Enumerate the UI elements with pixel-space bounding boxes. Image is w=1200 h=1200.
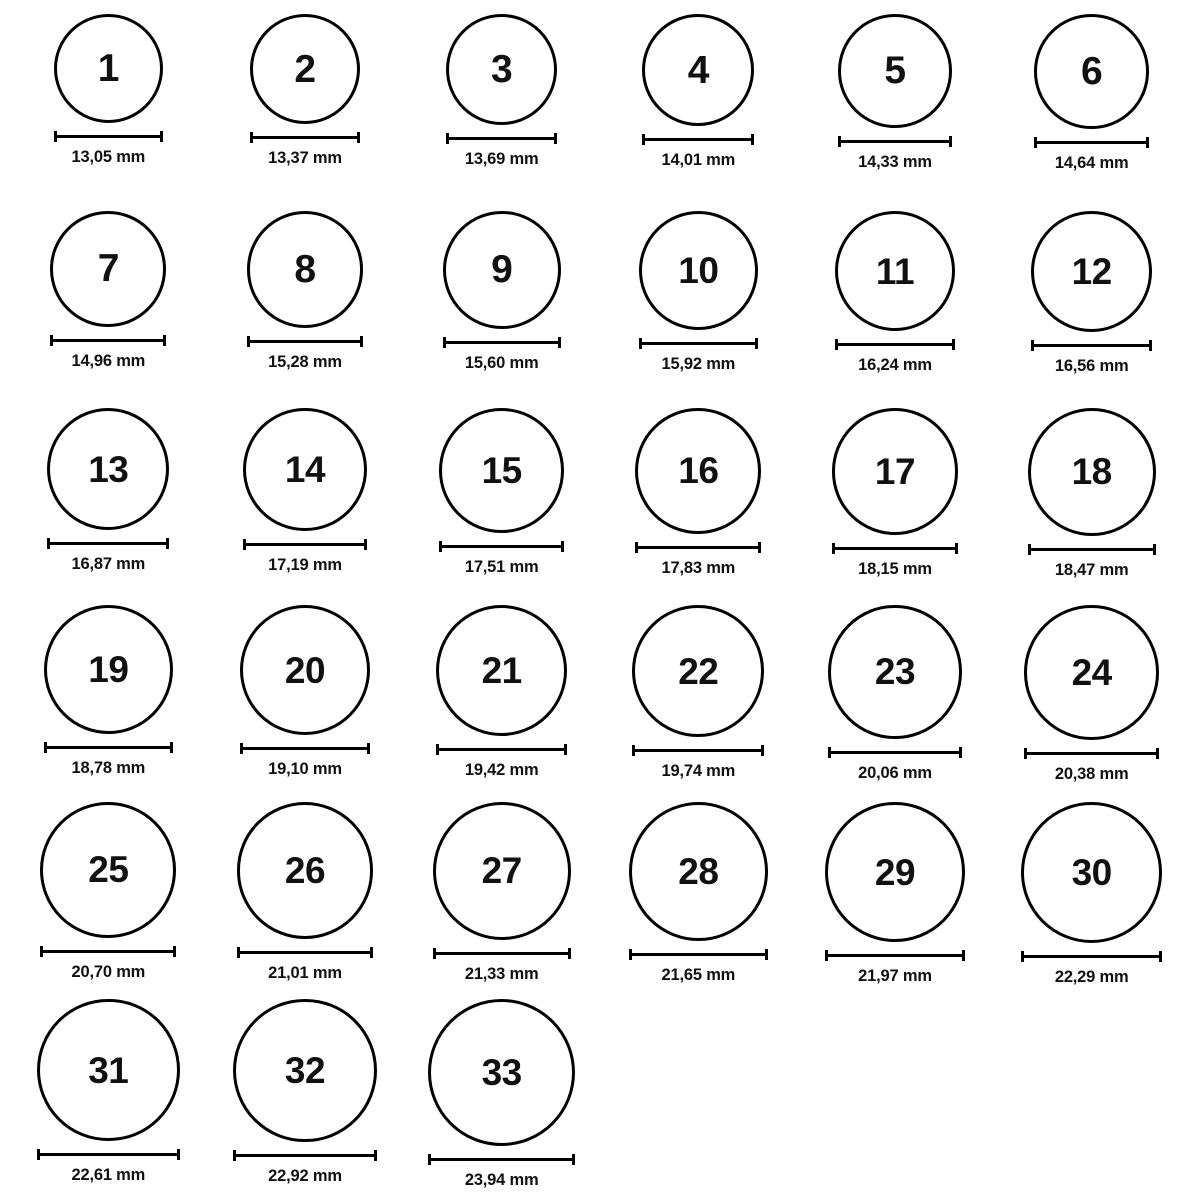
ring-size-label: 25 [88,849,129,891]
diameter-value: 18,15 mm [858,559,932,578]
dimension-line [1031,340,1152,351]
dimension-bar [825,954,965,957]
dimension-cap-right [952,339,955,350]
dimension-cap-right [758,542,761,553]
dimension-cap-right [761,745,764,756]
ring-measurement [1034,137,1149,173]
ring-size-label: 19 [88,649,129,690]
ring-measurement [44,742,173,778]
ring-size-label: 33 [481,1052,522,1093]
ring-size-cell [207,408,404,605]
dimension-line [247,336,364,347]
ring-measurement [1028,544,1156,580]
dimension-cap-right [955,543,958,554]
dimension-cap-left [828,747,831,758]
ring-size-label: 30 [1071,852,1112,894]
dimension-cap-left [832,543,835,554]
dimension-cap-left [37,1149,40,1160]
ring-circle [250,14,360,124]
dimension-bar [233,1154,376,1157]
ring-size-cell [600,605,797,802]
ring-measurement [237,947,374,983]
ring-measurement [50,335,166,371]
dimension-bar [433,952,571,955]
ring-circle [233,999,376,1142]
dimension-bar [436,748,567,751]
ring-size-cell [403,605,600,802]
dimension-cap-left [436,744,439,755]
dimension-cap-right [765,949,768,960]
dimension-line [629,949,768,960]
dimension-bar [838,140,952,143]
diameter-value: 22,29 mm [1054,968,1129,987]
ring-circle [635,408,761,534]
dimension-cap-left [428,1154,431,1165]
dimension-bar [439,545,564,548]
dimension-cap-right [558,337,561,348]
ring-size-label: 3 [491,48,513,92]
diameter-value: 22,92 mm [268,1167,342,1186]
ring-size-label: 13 [88,448,129,490]
dimension-bar [835,343,955,346]
ring-size-label: 28 [678,851,719,892]
ring-size-label: 20 [284,649,326,691]
dimension-bar [250,136,360,139]
ring-size-cell [403,408,600,605]
ring-circle [835,211,955,331]
dimension-cap-right [959,747,962,758]
ring-measurement [443,337,561,373]
ring-circle [428,999,575,1146]
dimension-line [428,1154,575,1165]
dimension-line [642,134,754,145]
diameter-value: 16,24 mm [858,356,932,375]
ring-measurement [243,539,366,575]
ring-size-cell [993,408,1190,605]
ring-size-label: 16 [678,450,719,492]
dimension-line [1028,544,1156,555]
dimension-line [233,1150,376,1161]
ring-size-label: 4 [687,48,709,92]
dimension-cap-right [166,538,169,549]
dimension-cap-right [564,744,567,755]
ring-size-cell [600,802,797,999]
dimension-line [639,338,758,349]
dimension-line [439,541,564,552]
diameter-value: 18,47 mm [1054,560,1129,579]
dimension-cap-left [250,132,253,143]
ring-measurement [838,136,952,172]
dimension-cap-right [962,950,965,961]
ring-size-label: 26 [284,849,326,891]
ring-measurement [828,747,962,783]
dimension-line [632,745,764,756]
ring-measurement [47,538,169,574]
diameter-value: 16,56 mm [1054,357,1129,376]
ring-circle [50,211,166,327]
ring-circle [40,802,176,938]
dimension-cap-right [1146,137,1149,148]
dimension-cap-left [439,541,442,552]
ring-size-cell [10,14,207,211]
dimension-cap-left [1024,748,1027,759]
diameter-value: 17,19 mm [268,556,342,575]
ring-measurement [639,338,758,374]
ring-size-cell [600,211,797,408]
dimension-cap-left [247,336,250,347]
ring-size-cell [403,211,600,408]
ring-measurement [832,543,959,579]
dimension-bar [635,546,761,549]
diameter-value: 19,42 mm [464,761,539,780]
dimension-line [832,543,959,554]
ring-measurement [642,134,754,170]
diameter-value: 14,01 mm [661,151,736,170]
dimension-cap-right [568,948,571,959]
dimension-bar [54,135,163,138]
dimension-line [635,542,761,553]
dimension-cap-right [374,1150,377,1161]
ring-circle [639,211,758,330]
dimension-line [44,742,173,753]
dimension-bar [37,1153,179,1156]
dimension-line [835,339,955,350]
ring-size-label: 32 [284,1050,326,1092]
ring-size-cell [10,802,207,999]
diameter-value: 20,70 mm [71,962,146,981]
dimension-line [40,946,176,957]
dimension-cap-right [370,947,373,958]
ring-circle [247,211,364,328]
dimension-bar [443,341,561,344]
dimension-bar [40,950,176,953]
dimension-cap-left [446,133,449,144]
ring-size-label: 8 [294,247,316,291]
ring-measurement [428,1154,575,1190]
ring-circle [642,14,754,126]
ring-size-label: 5 [884,49,906,93]
dimension-cap-right [1153,544,1156,555]
ring-size-label: 22 [678,650,719,692]
diameter-value: 21,33 mm [464,964,539,983]
ring-circle [629,802,768,941]
ring-size-cell [993,211,1190,408]
ring-measurement [40,946,176,982]
dimension-cap-left [825,950,828,961]
ring-measurement [433,948,571,984]
dimension-bar [243,543,366,546]
ring-circle [832,408,959,535]
dimension-bar [1031,344,1152,347]
ring-measurement [825,950,965,986]
dimension-line [243,539,366,550]
ring-circle [433,802,571,940]
dimension-cap-left [835,339,838,350]
ring-measurement [240,743,370,779]
diameter-value: 13,37 mm [268,149,342,168]
ring-size-cell [797,14,994,211]
dimension-cap-right [751,134,754,145]
ring-measurement [37,1149,179,1185]
ring-size-cell [207,999,404,1196]
ring-size-label: 1 [97,47,119,90]
dimension-cap-left [47,538,50,549]
diameter-value: 14,33 mm [858,152,932,171]
ring-measurement [632,745,764,781]
ring-circle [47,408,169,530]
dimension-line [1024,748,1159,759]
diameter-value: 17,83 mm [661,558,736,577]
dimension-cap-right [949,136,952,147]
dimension-line [54,131,163,142]
ring-size-cell [10,999,207,1196]
diameter-value: 15,60 mm [464,353,539,372]
dimension-cap-right [1149,340,1152,351]
dimension-line [1034,137,1149,148]
ring-circle [1031,211,1152,332]
ring-circle [240,605,370,735]
dimension-cap-right [170,742,173,753]
dimension-cap-left [1031,340,1034,351]
dimension-line [47,538,169,549]
ring-size-label: 29 [874,851,916,893]
dimension-line [250,132,360,143]
ring-size-grid [10,14,1190,1196]
ring-size-label: 12 [1071,251,1112,293]
dimension-cap-right [554,133,557,144]
ring-circle [443,211,561,329]
ring-measurement [1021,951,1162,987]
dimension-bar [247,340,364,343]
diameter-value: 13,05 mm [71,148,146,166]
ring-size-label: 10 [678,250,719,291]
diameter-value: 14,64 mm [1054,153,1129,172]
dimension-cap-right [177,1149,180,1160]
diameter-value: 19,10 mm [268,760,342,779]
diameter-value: 15,92 mm [661,355,736,373]
dimension-cap-left [629,949,632,960]
diameter-value: 20,06 mm [858,763,932,782]
ring-measurement [835,339,955,375]
diameter-value: 21,65 mm [661,966,736,984]
ring-circle [828,605,962,739]
ring-measurement [54,131,163,167]
ring-size-cell [993,14,1190,211]
ring-circle [632,605,764,737]
dimension-line [50,335,166,346]
dimension-bar [1028,548,1156,551]
dimension-line [37,1149,179,1160]
ring-circle [54,14,163,123]
dimension-cap-left [1021,951,1024,962]
diameter-value: 13,69 mm [464,150,539,169]
ring-circle [243,408,366,531]
diameter-value: 19,74 mm [661,762,736,781]
ring-measurement [446,133,557,169]
dimension-line [1021,951,1162,962]
dimension-bar [428,1158,575,1161]
ring-size-label: 2 [294,47,316,91]
ring-size-cell [403,802,600,999]
ring-circle [1034,14,1149,129]
ring-size-label: 27 [481,850,522,892]
dimension-cap-left [237,947,240,958]
dimension-cap-left [40,946,43,957]
ring-measurement [439,541,564,577]
dimension-cap-left [233,1150,236,1161]
ring-measurement [233,1150,376,1186]
ring-measurement [247,336,364,372]
ring-size-cell [403,999,600,1196]
dimension-line [825,950,965,961]
ring-circle [1028,408,1156,536]
ring-size-cell [797,605,994,802]
diameter-value: 18,78 mm [71,759,146,777]
ring-measurement [635,542,761,578]
ring-circle [838,14,952,128]
dimension-cap-left [635,542,638,553]
dimension-bar [828,751,962,754]
dimension-bar [632,749,764,752]
ring-circle [439,408,564,533]
dimension-cap-left [240,743,243,754]
ring-size-cell [10,408,207,605]
diameter-value: 17,51 mm [464,557,539,576]
ring-circle [446,14,557,125]
ring-size-cell [403,14,600,211]
dimension-bar [1024,752,1159,755]
diameter-value: 16,87 mm [71,555,146,574]
ring-size-cell [207,802,404,999]
ring-measurement [1031,340,1152,376]
dimension-bar [50,339,166,342]
ring-size-cell [10,605,207,802]
ring-size-cell [600,408,797,605]
dimension-cap-right [163,335,166,346]
dimension-line [828,747,962,758]
ring-size-label: 31 [88,1049,129,1091]
dimension-cap-right [572,1154,575,1165]
diameter-value: 21,97 mm [858,967,932,986]
diameter-value: 14,96 mm [71,351,146,370]
dimension-cap-left [1034,137,1037,148]
diameter-value: 15,28 mm [268,352,342,371]
ring-size-cell [207,605,404,802]
dimension-cap-left [433,948,436,959]
dimension-line [240,743,370,754]
dimension-cap-left [838,136,841,147]
dimension-bar [629,953,768,956]
dimension-bar [639,342,758,345]
dimension-cap-left [443,337,446,348]
ring-size-label: 7 [97,247,119,291]
ring-size-cell [797,408,994,605]
ring-circle [44,605,173,734]
ring-size-label: 17 [874,450,916,492]
dimension-line [237,947,374,958]
dimension-cap-right [160,131,163,142]
ring-size-label: 6 [1081,49,1103,93]
diameter-value: 22,61 mm [71,1166,146,1185]
dimension-cap-left [243,539,246,550]
dimension-cap-right [173,946,176,957]
ring-measurement [436,744,567,780]
dimension-cap-left [639,338,642,349]
ring-circle [1021,802,1162,943]
ring-size-cell [600,14,797,211]
dimension-cap-left [54,131,57,142]
dimension-cap-right [360,336,363,347]
dimension-bar [240,747,370,750]
dimension-cap-right [367,743,370,754]
ring-size-cell [10,211,207,408]
ring-size-label: 23 [874,651,916,693]
dimension-cap-right [364,539,367,550]
ring-circle [1024,605,1159,740]
diameter-value: 21,01 mm [268,963,342,982]
ring-size-label: 14 [284,449,326,491]
ring-size-label: 9 [491,248,513,292]
dimension-cap-right [561,541,564,552]
dimension-cap-left [632,745,635,756]
dimension-bar [237,951,374,954]
dimension-cap-right [1159,951,1162,962]
dimension-cap-left [642,134,645,145]
dimension-bar [44,746,173,749]
dimension-cap-right [755,338,758,349]
ring-size-label: 15 [481,449,522,491]
dimension-line [433,948,571,959]
dimension-cap-right [1156,748,1159,759]
ring-measurement [1024,748,1159,784]
dimension-cap-left [1028,544,1031,555]
dimension-cap-left [44,742,47,753]
dimension-bar [1034,141,1149,144]
ring-size-label: 11 [875,250,915,292]
dimension-bar [446,137,557,140]
ring-circle [436,605,567,736]
ring-circle [237,802,374,939]
ring-size-cell [207,14,404,211]
dimension-line [436,744,567,755]
ring-size-cell [797,211,994,408]
diameter-value: 20,38 mm [1054,764,1129,783]
dimension-bar [642,138,754,141]
ring-size-label: 24 [1071,651,1112,693]
ring-measurement [250,132,360,168]
ring-size-cell [993,802,1190,999]
dimension-bar [1021,955,1162,958]
dimension-line [446,133,557,144]
ring-size-cell [993,605,1190,802]
dimension-bar [832,547,959,550]
dimension-line [443,337,561,348]
ring-size-label: 21 [481,650,522,692]
ring-circle [37,999,179,1141]
ring-circle [825,802,965,942]
ring-size-cell [797,802,994,999]
dimension-cap-left [50,335,53,346]
diameter-value: 23,94 mm [464,1171,539,1189]
ring-measurement [629,949,768,985]
dimension-cap-right [357,132,360,143]
ring-size-cell [207,211,404,408]
dimension-line [838,136,952,147]
dimension-bar [47,542,169,545]
ring-size-label: 18 [1071,451,1112,493]
